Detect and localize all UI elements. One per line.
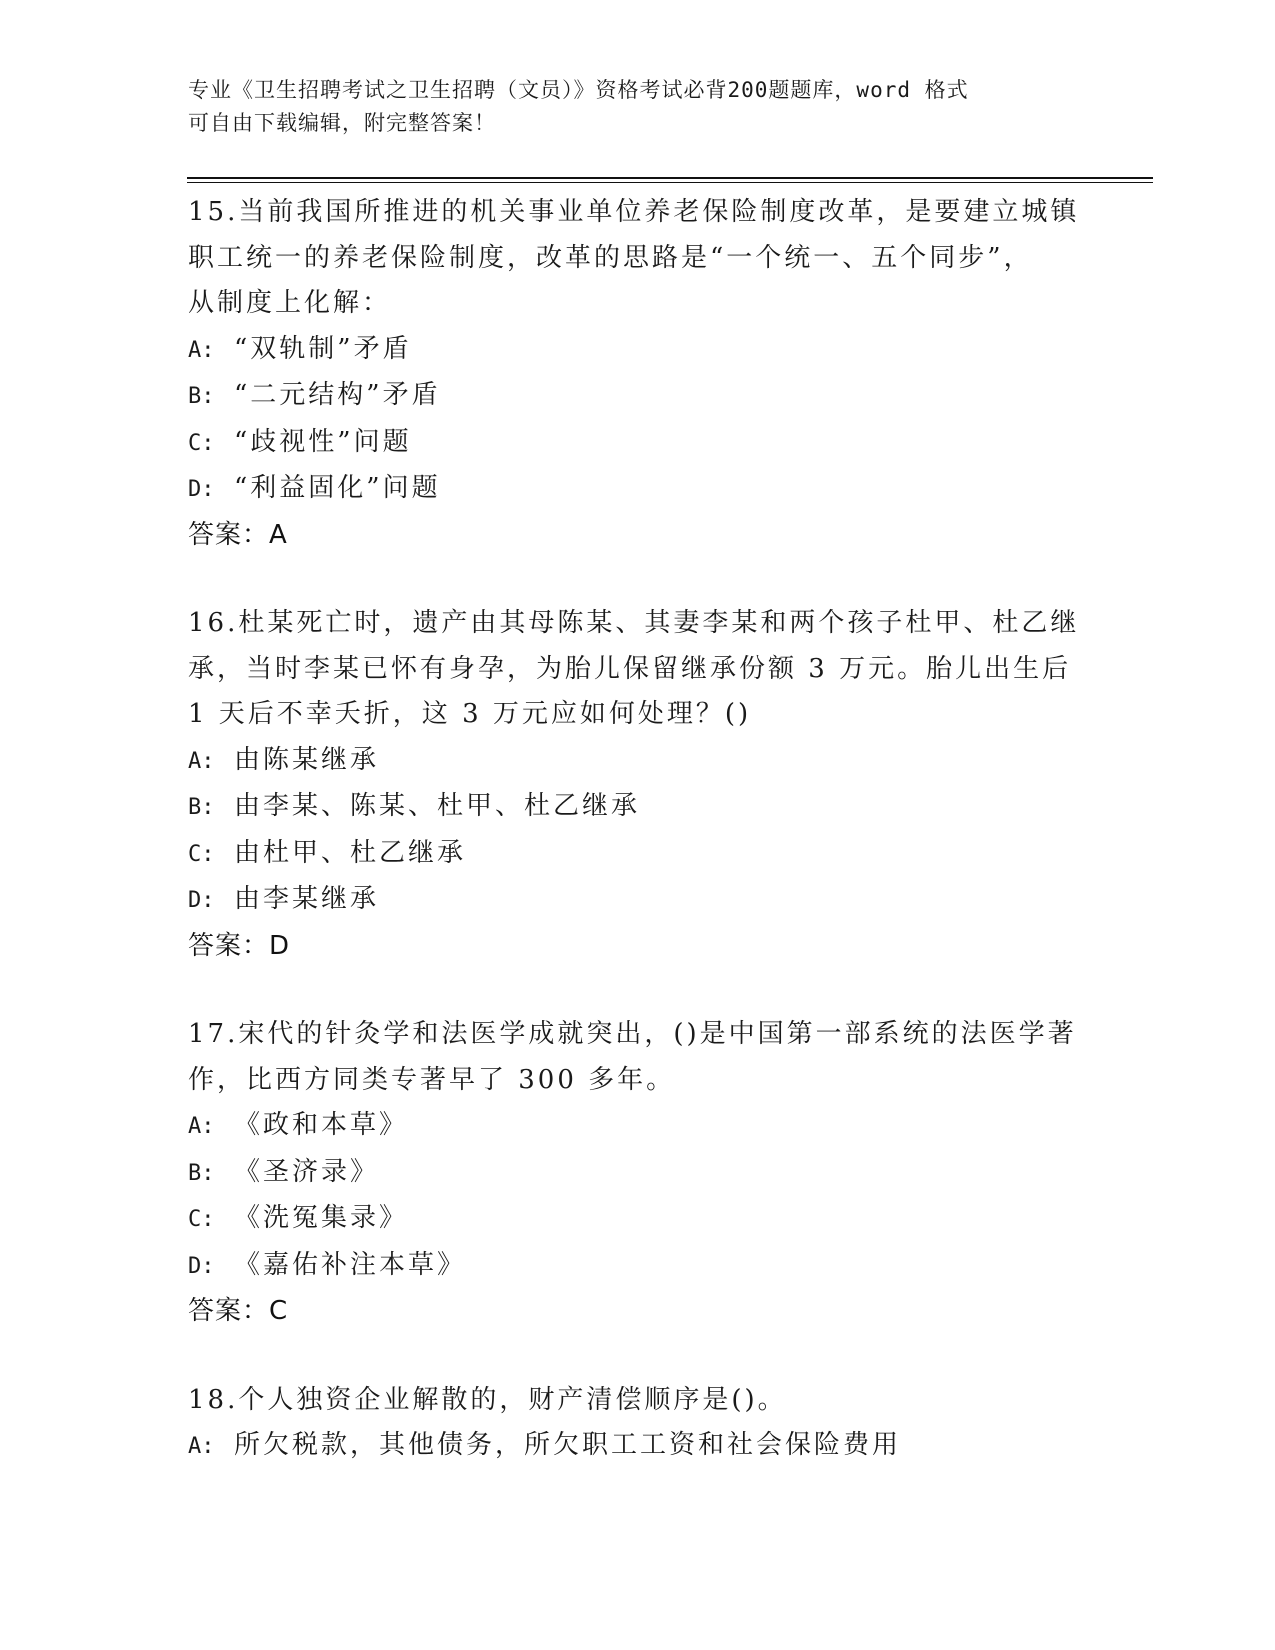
option-key: C:	[188, 1207, 215, 1232]
option-text: 《圣济录》	[234, 1156, 380, 1187]
option-text: 所欠税款，其他债务，所欠职工工资和社会保险费用	[234, 1430, 902, 1460]
option-text: 《洗冤集录》	[234, 1203, 409, 1233]
header-line-1: 专业《卫生招聘考试之卫生招聘（文员）》资格考试必背200题题库，word 格式	[188, 78, 969, 102]
option-key: C:	[188, 841, 215, 867]
question-18	[188, 1378, 1088, 1470]
option-text: 由杜甲、杜乙继承	[234, 837, 467, 868]
answer-label: 答案：D	[188, 930, 291, 961]
header-line-2: 可自由下载编辑，附完整答案！	[188, 111, 496, 135]
option-b	[188, 373, 1088, 420]
option-key: B:	[188, 795, 215, 820]
option-a	[188, 1423, 1088, 1470]
question-stem-line: 15.当前我国所推进的机关事业单位养老保险制度改革，是要建立城镇	[188, 197, 1080, 227]
option-text: 由陈某继承	[234, 744, 380, 775]
option-a	[188, 1103, 1088, 1150]
option-c	[188, 1196, 1088, 1243]
question-17	[188, 1012, 1088, 1335]
option-text: “二元结构”矛盾	[234, 380, 441, 410]
question-stem-line: 1 天后不幸夭折，这 3 万元应如何处理？()	[188, 699, 752, 729]
option-key: A:	[188, 1434, 215, 1459]
header-divider-thick	[187, 177, 1153, 179]
option-text: 由李某、陈某、杜甲、杜乙继承	[234, 791, 641, 821]
option-b	[188, 784, 1088, 831]
option-b	[188, 1150, 1088, 1197]
option-c	[188, 831, 1088, 878]
option-d	[188, 466, 1088, 513]
question-list	[188, 190, 1088, 1513]
option-text: 《嘉佑补注本草》	[234, 1249, 467, 1280]
option-text: “歧视性”问题	[234, 426, 412, 457]
option-c	[188, 420, 1088, 467]
question-16	[188, 601, 1088, 969]
question-stem-line: 从制度上化解：	[188, 288, 392, 318]
option-a	[188, 327, 1088, 374]
option-key: B:	[188, 384, 215, 409]
option-key: A:	[188, 337, 215, 363]
question-stem-line: 承，当时李某已怀有身孕，为胎儿保留继承份额 3 万元。胎儿出生后	[188, 653, 1072, 684]
document-header	[188, 74, 1068, 140]
option-key: D:	[188, 477, 215, 502]
answer-label: 答案：A	[188, 519, 288, 550]
question-stem-line: 作，比西方同类专著早了 300 多年。	[188, 1064, 676, 1095]
option-text: 《政和本草》	[234, 1110, 409, 1140]
question-stem-line: 18.个人独资企业解散的，财产清偿顺序是()。	[188, 1384, 787, 1415]
option-d	[188, 877, 1088, 924]
option-text: “双轨制”矛盾	[234, 333, 412, 364]
option-key: C:	[188, 430, 215, 456]
option-a	[188, 738, 1088, 785]
question-stem-line: 16.杜某死亡时，遗产由其母陈某、其妻李某和两个孩子杜甲、杜乙继	[188, 608, 1080, 638]
option-d	[188, 1243, 1088, 1290]
option-key: D:	[188, 888, 215, 913]
option-key: A:	[188, 1114, 215, 1139]
option-key: A:	[188, 748, 215, 774]
question-stem-line: 17.宋代的针灸学和法医学成就突出，()是中国第一部系统的法医学著	[188, 1019, 1077, 1049]
header-divider-thin	[187, 182, 1153, 183]
answer-label: 答案：C	[188, 1296, 289, 1326]
option-text: 由李某继承	[234, 884, 380, 914]
option-text: “利益固化”问题	[234, 473, 441, 503]
option-key: D:	[188, 1253, 215, 1279]
question-stem-line: 职工统一的养老保险制度，改革的思路是“一个统一、五个同步”，	[188, 242, 1033, 273]
option-key: B:	[188, 1160, 215, 1186]
question-15	[188, 190, 1088, 558]
